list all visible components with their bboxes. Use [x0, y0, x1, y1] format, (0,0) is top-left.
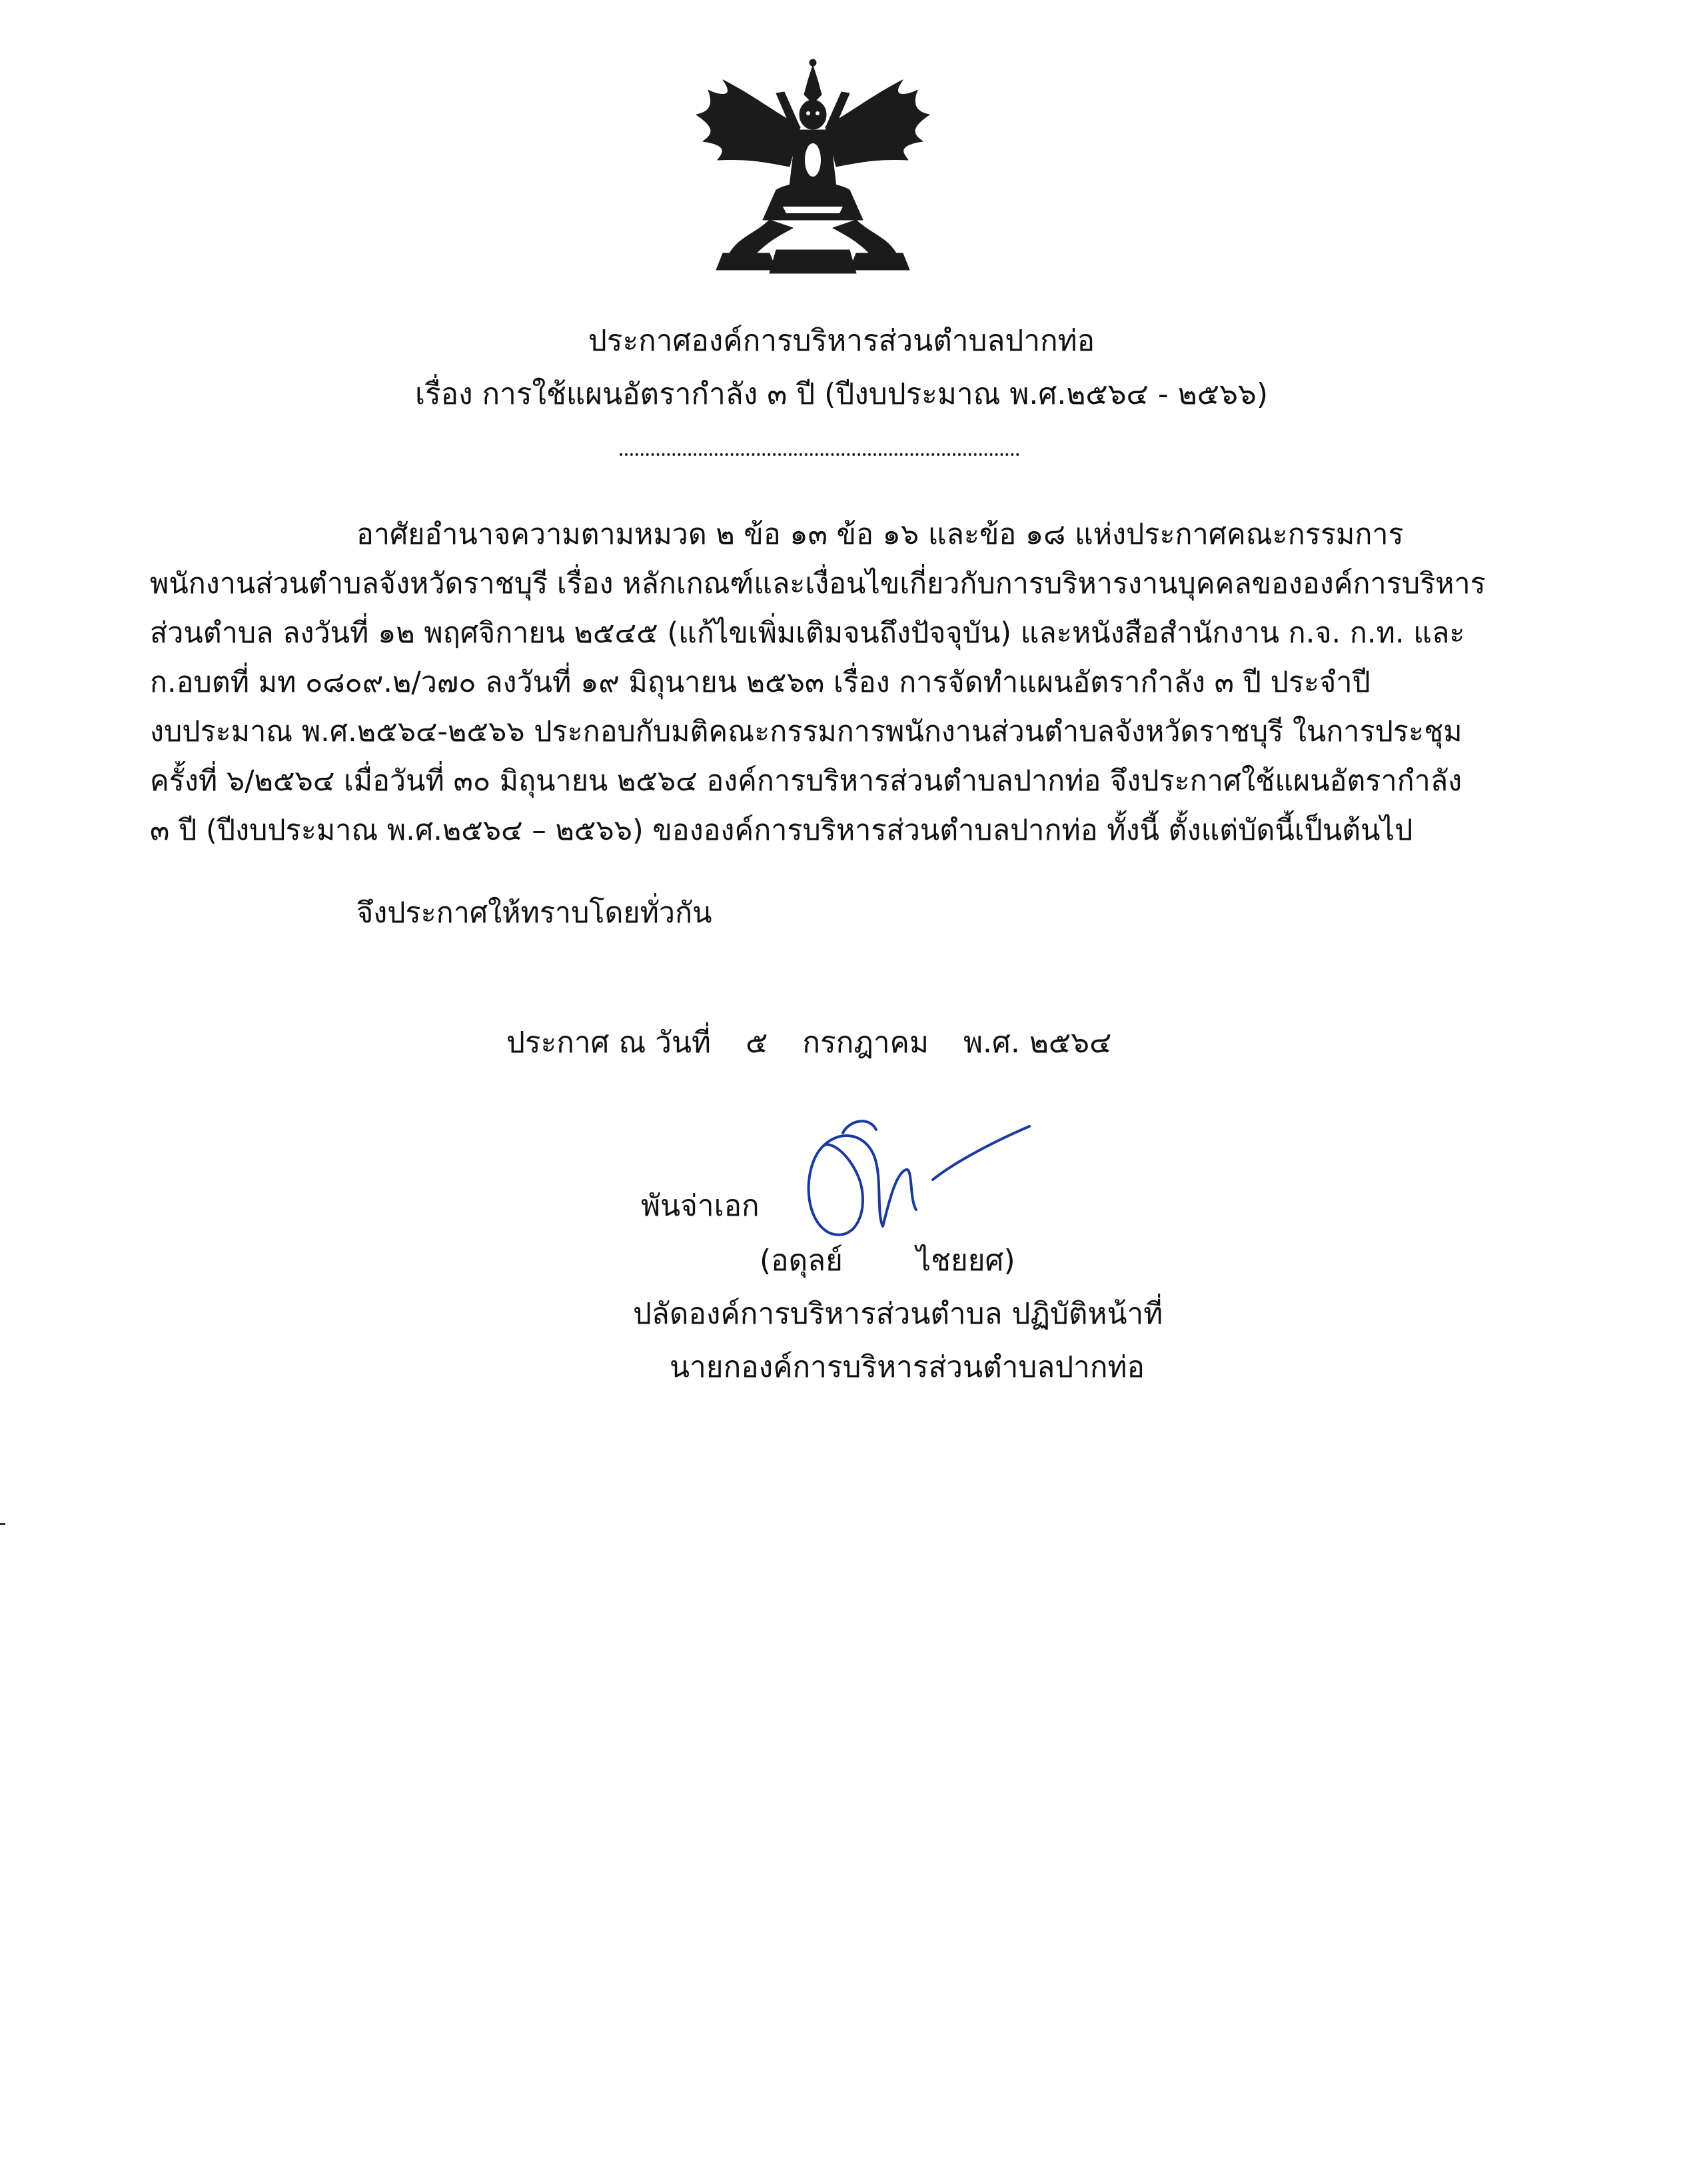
announcement-date [506, 1023, 1137, 1063]
body-line: ครั้งที่ ๖/๒๕๖๔ เมื่อวันที่ ๓๐ มิถุนายน ๒๕๖๔ องค์การบริหารส่วนตำบลปากท่อ จึงประกาศใช้แผนอัตรากำลัง [150, 764, 1462, 798]
date-month: กรกฎาคม [802, 1026, 929, 1060]
body-line: ก.อบตที่ มท ๐๘๐๙.๒/ว๗๐ ลงวันที่ ๑๙ มิถุนายน ๒๕๖๓ เรื่อง การจัดทำแผนอัตรากำลัง ๓ ปี ประจำปี [150, 666, 1371, 699]
signatory-rank: พันจ่าเอก [641, 1189, 760, 1223]
signatory-name-first: (อดุลย์ [760, 1244, 843, 1278]
handwritten-signature [783, 1093, 1049, 1253]
announcement-subject: เรื่อง การใช้แผนอัตรากำลัง ๓ ปี (ปีงบประมาณ พ.ศ.๒๕๖๔ - ๒๕๖๖) [414, 377, 1269, 411]
body-line: อาศัยอำนาจความตามหมวด ๒ ข้อ ๑๓ ข้อ ๑๖ และข้อ ๑๘ แห่งประกาศคณะกรรมการ [356, 518, 1404, 551]
date-prefix: ประกาศ ณ วันที่ [506, 1026, 712, 1060]
date-day: ๕ [746, 1026, 768, 1060]
body-line: ส่วนตำบล ลงวันที่ ๑๒ พฤศจิกายน ๒๕๔๕ (แก้ไขเพิ่มเติมจนถึงปัจจุบัน) และหนังสือสำนักงาน ก.จ. ก.ท. และ [150, 616, 1465, 650]
signatory-position: ปลัดองค์การบริหารส่วนตำบล ปฏิบัติหน้าที่ [633, 1297, 1163, 1331]
body-line: งบประมาณ พ.ศ.๒๕๖๔-๒๕๖๖ ประกอบกับมติคณะกรรมการพนักงานส่วนตำบลจังหวัดราชบุรี ในการประชุม [150, 715, 1462, 748]
dotted-separator [620, 453, 1019, 456]
scan-edge-mark [0, 1523, 5, 1525]
announcement-title: ประกาศองค์การบริหารส่วนตำบลปากท่อ [588, 324, 1095, 358]
closing-statement: จึงประกาศให้ทราบโดยทั่วกัน [356, 896, 712, 930]
signatory-name-last: ไชยยศ) [916, 1244, 1015, 1278]
signatory-position-acting: นายกองค์การบริหารส่วนตำบลปากท่อ [670, 1350, 1145, 1384]
body-line: ๓ ปี (ปีงบประมาณ พ.ศ.๒๕๖๔ – ๒๕๖๖) ขององค์การบริหารส่วนตำบลปากท่อ ทั้งนี้ ตั้งแต่บัดนี้เป็นต้นไป [150, 814, 1413, 847]
body-line: พนักงานส่วนตำบลจังหวัดราชบุรี เรื่อง หลักเกณฑ์และเงื่อนไขเกี่ยวกับการบริหารงานบุคคลขององค์การบริหาร [150, 567, 1486, 600]
garuda-emblem-icon [676, 53, 949, 287]
date-year: พ.ศ. ๒๕๖๔ [963, 1026, 1112, 1060]
